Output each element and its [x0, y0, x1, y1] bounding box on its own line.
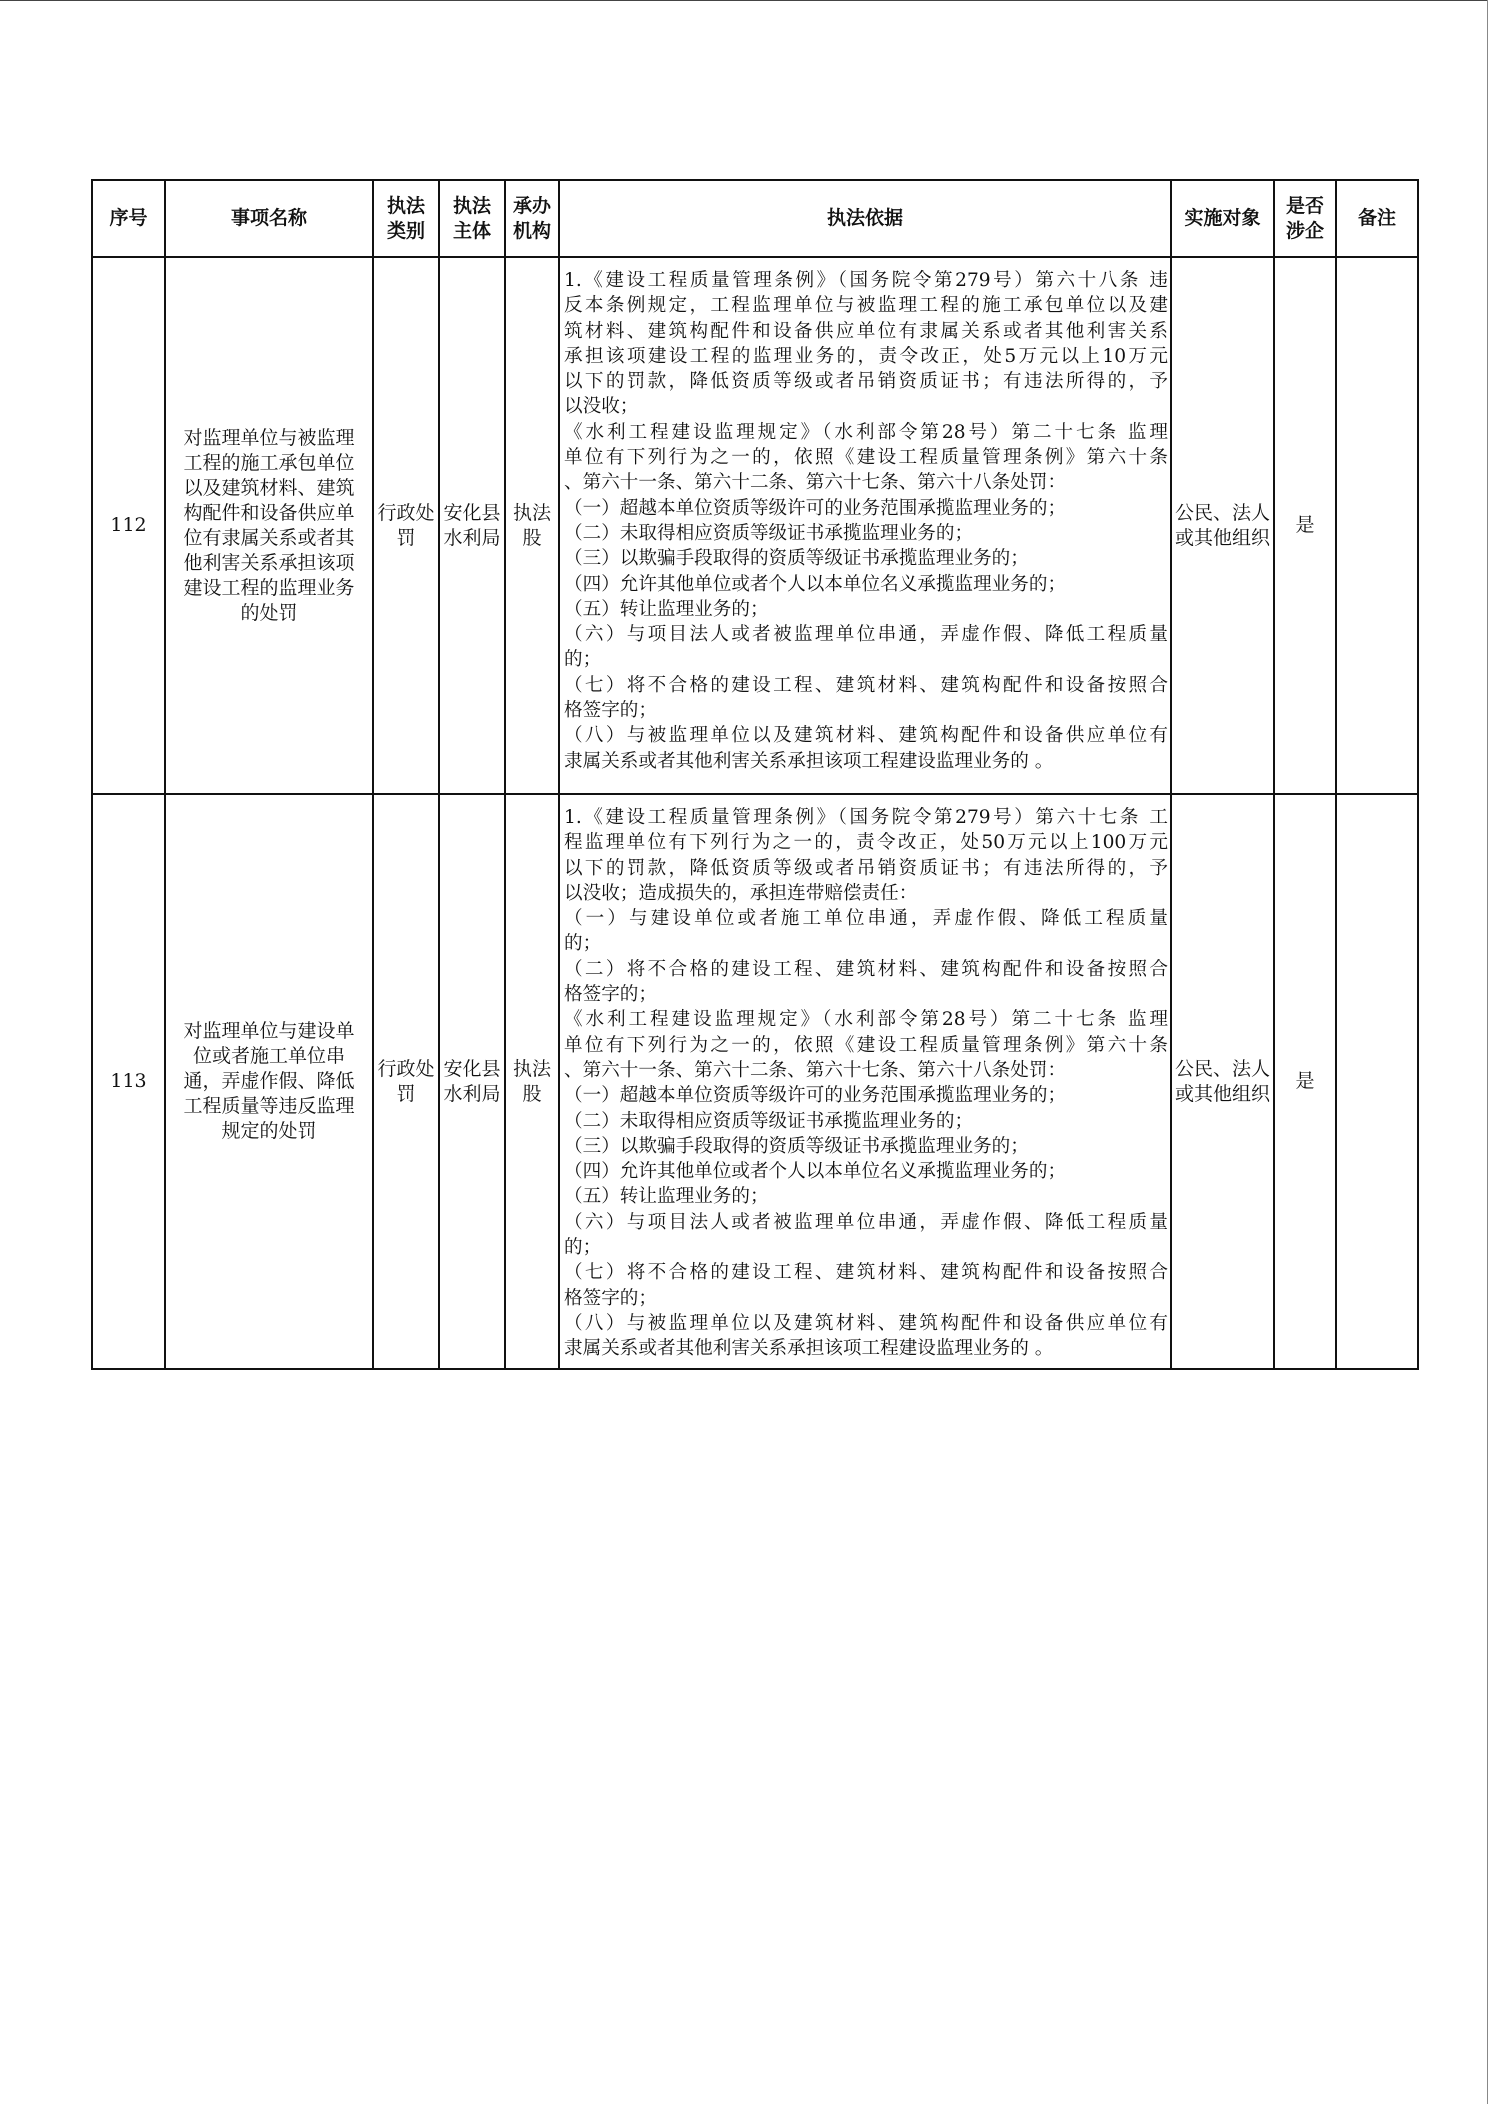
cell-enforce-type: 行政处罚 [373, 794, 439, 1369]
legal-basis-line: 1.《建设工程质量管理条例》（国务院令第279号）第六十八条 违 [564, 270, 1168, 291]
legal-basis-line: 以下的罚款，降低资质等级或者吊销资质证书；有违法所得的，予 [564, 371, 1168, 393]
legal-basis-line: 的； [564, 1237, 602, 1259]
legal-basis-line: 《水利工程建设监理规定》（水利部令第28号）第二十七条 监理 [564, 1009, 1168, 1031]
legal-basis-line: 《水利工程建设监理规定》（水利部令第28号）第二十七条 监理 [564, 421, 1168, 443]
legal-basis-line: （三）以欺骗手段取得的资质等级证书承揽监理业务的； [564, 548, 1029, 570]
legal-basis-line: 以没收； [564, 396, 639, 418]
header-remarks: 备注 [1336, 180, 1418, 257]
cell-target: 公民、法人或其他组织 [1171, 794, 1274, 1369]
legal-basis-line: （四）允许其他单位或者个人以本单位名义承揽监理业务的； [564, 1161, 1067, 1183]
header-legal-basis: 执法依据 [559, 180, 1171, 257]
cell-legal-basis [559, 794, 1171, 1369]
legal-basis-line: （五）转让监理业务的； [564, 1186, 769, 1208]
table-row [92, 257, 1418, 794]
cell-handling-org: 执法股 [505, 794, 559, 1369]
legal-basis-line: 的； [564, 933, 602, 955]
cell-seq: 112 [92, 257, 165, 794]
legal-basis-line: 单位有下列行为之一的，依照《建设工程质量管理条例》第六十条 [564, 447, 1168, 469]
legal-basis-line: 单位有下列行为之一的，依照《建设工程质量管理条例》第六十条 [564, 1034, 1168, 1056]
legal-basis-line: （二）未取得相应资质等级证书承揽监理业务的； [564, 522, 974, 544]
header-involves-enterprise-label: 是否涉企 [1285, 194, 1324, 242]
header-handling-org [505, 180, 559, 257]
legal-basis-line: 承担该项建设工程的监理业务的，责令改正，处5万元以上10万元 [564, 345, 1168, 367]
legal-basis-line: （六）与项目法人或者被监理单位串通，弄虚作假、降低工程质量 [564, 624, 1168, 646]
header-handling-org-label: 承办机构 [512, 194, 551, 242]
cell-enforce-subject: 安化县水利局 [439, 257, 505, 794]
header-enforce-subject [439, 180, 505, 257]
legal-basis-line: （五）转让监理业务的； [564, 598, 769, 620]
cell-involves-enterprise: 是 [1274, 794, 1336, 1369]
legal-basis-line: 筑材料、建筑构配件和设备供应单位有隶属关系或者其他利害关系 [564, 320, 1168, 342]
page-top-border [0, 0, 1488, 1]
legal-basis-line: 、第六十一条、第六十二条、第六十七条、第六十八条处罚： [564, 472, 1067, 494]
header-enforce-type-label: 执法类别 [386, 194, 425, 242]
table-row [92, 794, 1418, 1369]
cell-remarks [1336, 794, 1418, 1369]
table-header-row [92, 180, 1418, 257]
legal-basis-line: （七）将不合格的建设工程、建筑材料、建筑构配件和设备按照合 [564, 674, 1168, 696]
cell-enforce-subject: 安化县水利局 [439, 794, 505, 1369]
header-item-name: 事项名称 [165, 180, 373, 257]
legal-basis-line: 的； [564, 649, 602, 671]
cell-seq: 113 [92, 794, 165, 1369]
cell-enforce-type: 行政处罚 [373, 257, 439, 794]
legal-basis-line: （八）与被监理单位以及建筑材料、建筑构配件和设备供应单位有 [564, 725, 1168, 747]
legal-basis-line: 反本条例规定，工程监理单位与被监理工程的施工承包单位以及建 [564, 295, 1168, 317]
cell-legal-basis [559, 257, 1171, 794]
cell-item-name: 对监理单位与建设单位或者施工单位串通，弄虚作假、降低工程质量等违反监理规定的处罚 [165, 794, 373, 1369]
legal-basis-line: （一）与建设单位或者施工单位串通，弄虚作假、降低工程质量 [564, 908, 1168, 930]
cell-remarks [1336, 257, 1418, 794]
cell-item-name: 对监理单位与被监理工程的施工承包单位以及建筑材料、建筑构配件和设备供应单位有隶属关系或者其他利害关系承担该项建设工程的监理业务的处罚 [165, 257, 373, 794]
header-involves-enterprise [1274, 180, 1336, 257]
legal-basis-line: （六）与项目法人或者被监理单位串通，弄虚作假、降低工程质量 [564, 1211, 1168, 1233]
header-enforce-type [373, 180, 439, 257]
header-enforce-subject-label: 执法主体 [452, 194, 491, 242]
legal-basis-line: （三）以欺骗手段取得的资质等级证书承揽监理业务的； [564, 1135, 1029, 1157]
legal-basis-line: （七）将不合格的建设工程、建筑材料、建筑构配件和设备按照合 [564, 1262, 1168, 1284]
legal-basis-line: （二）未取得相应资质等级证书承揽监理业务的； [564, 1110, 974, 1132]
legal-basis-line: （一）超越本单位资质等级许可的业务范围承揽监理业务的； [564, 1085, 1067, 1107]
cell-target: 公民、法人或其他组织 [1171, 257, 1274, 794]
legal-basis-line: 格签字的； [564, 700, 657, 722]
legal-basis-line: 格签字的； [564, 984, 657, 1006]
enforcement-items-table [91, 179, 1419, 1370]
legal-basis-line: 以下的罚款，降低资质等级或者吊销资质证书；有违法所得的，予 [564, 857, 1168, 879]
legal-basis-line: 程监理单位有下列行为之一的，责令改正，处50万元以上100万元 [564, 832, 1168, 854]
legal-basis-line: 以没收；造成损失的，承担连带赔偿责任： [564, 882, 918, 904]
legal-basis-line: （二）将不合格的建设工程、建筑材料、建筑构配件和设备按照合 [564, 958, 1168, 980]
legal-basis-line: 1.《建设工程质量管理条例》（国务院令第279号）第六十七条 工 [564, 807, 1168, 828]
legal-basis-line: （八）与被监理单位以及建筑材料、建筑构配件和设备供应单位有 [564, 1312, 1168, 1334]
legal-basis-line: 、第六十一条、第六十二条、第六十七条、第六十八条处罚： [564, 1059, 1067, 1081]
legal-basis-line: 格签字的； [564, 1287, 657, 1309]
legal-basis-line: 隶属关系或者其他利害关系承担该项工程建设监理业务的 。 [564, 750, 1054, 772]
header-seq: 序号 [92, 180, 165, 257]
legal-basis-line: （一）超越本单位资质等级许可的业务范围承揽监理业务的； [564, 497, 1067, 519]
cell-involves-enterprise: 是 [1274, 257, 1336, 794]
header-target: 实施对象 [1171, 180, 1274, 257]
cell-handling-org: 执法股 [505, 257, 559, 794]
legal-basis-line: 隶属关系或者其他利害关系承担该项工程建设监理业务的 。 [564, 1338, 1054, 1360]
legal-basis-line: （四）允许其他单位或者个人以本单位名义承揽监理业务的； [564, 573, 1067, 595]
